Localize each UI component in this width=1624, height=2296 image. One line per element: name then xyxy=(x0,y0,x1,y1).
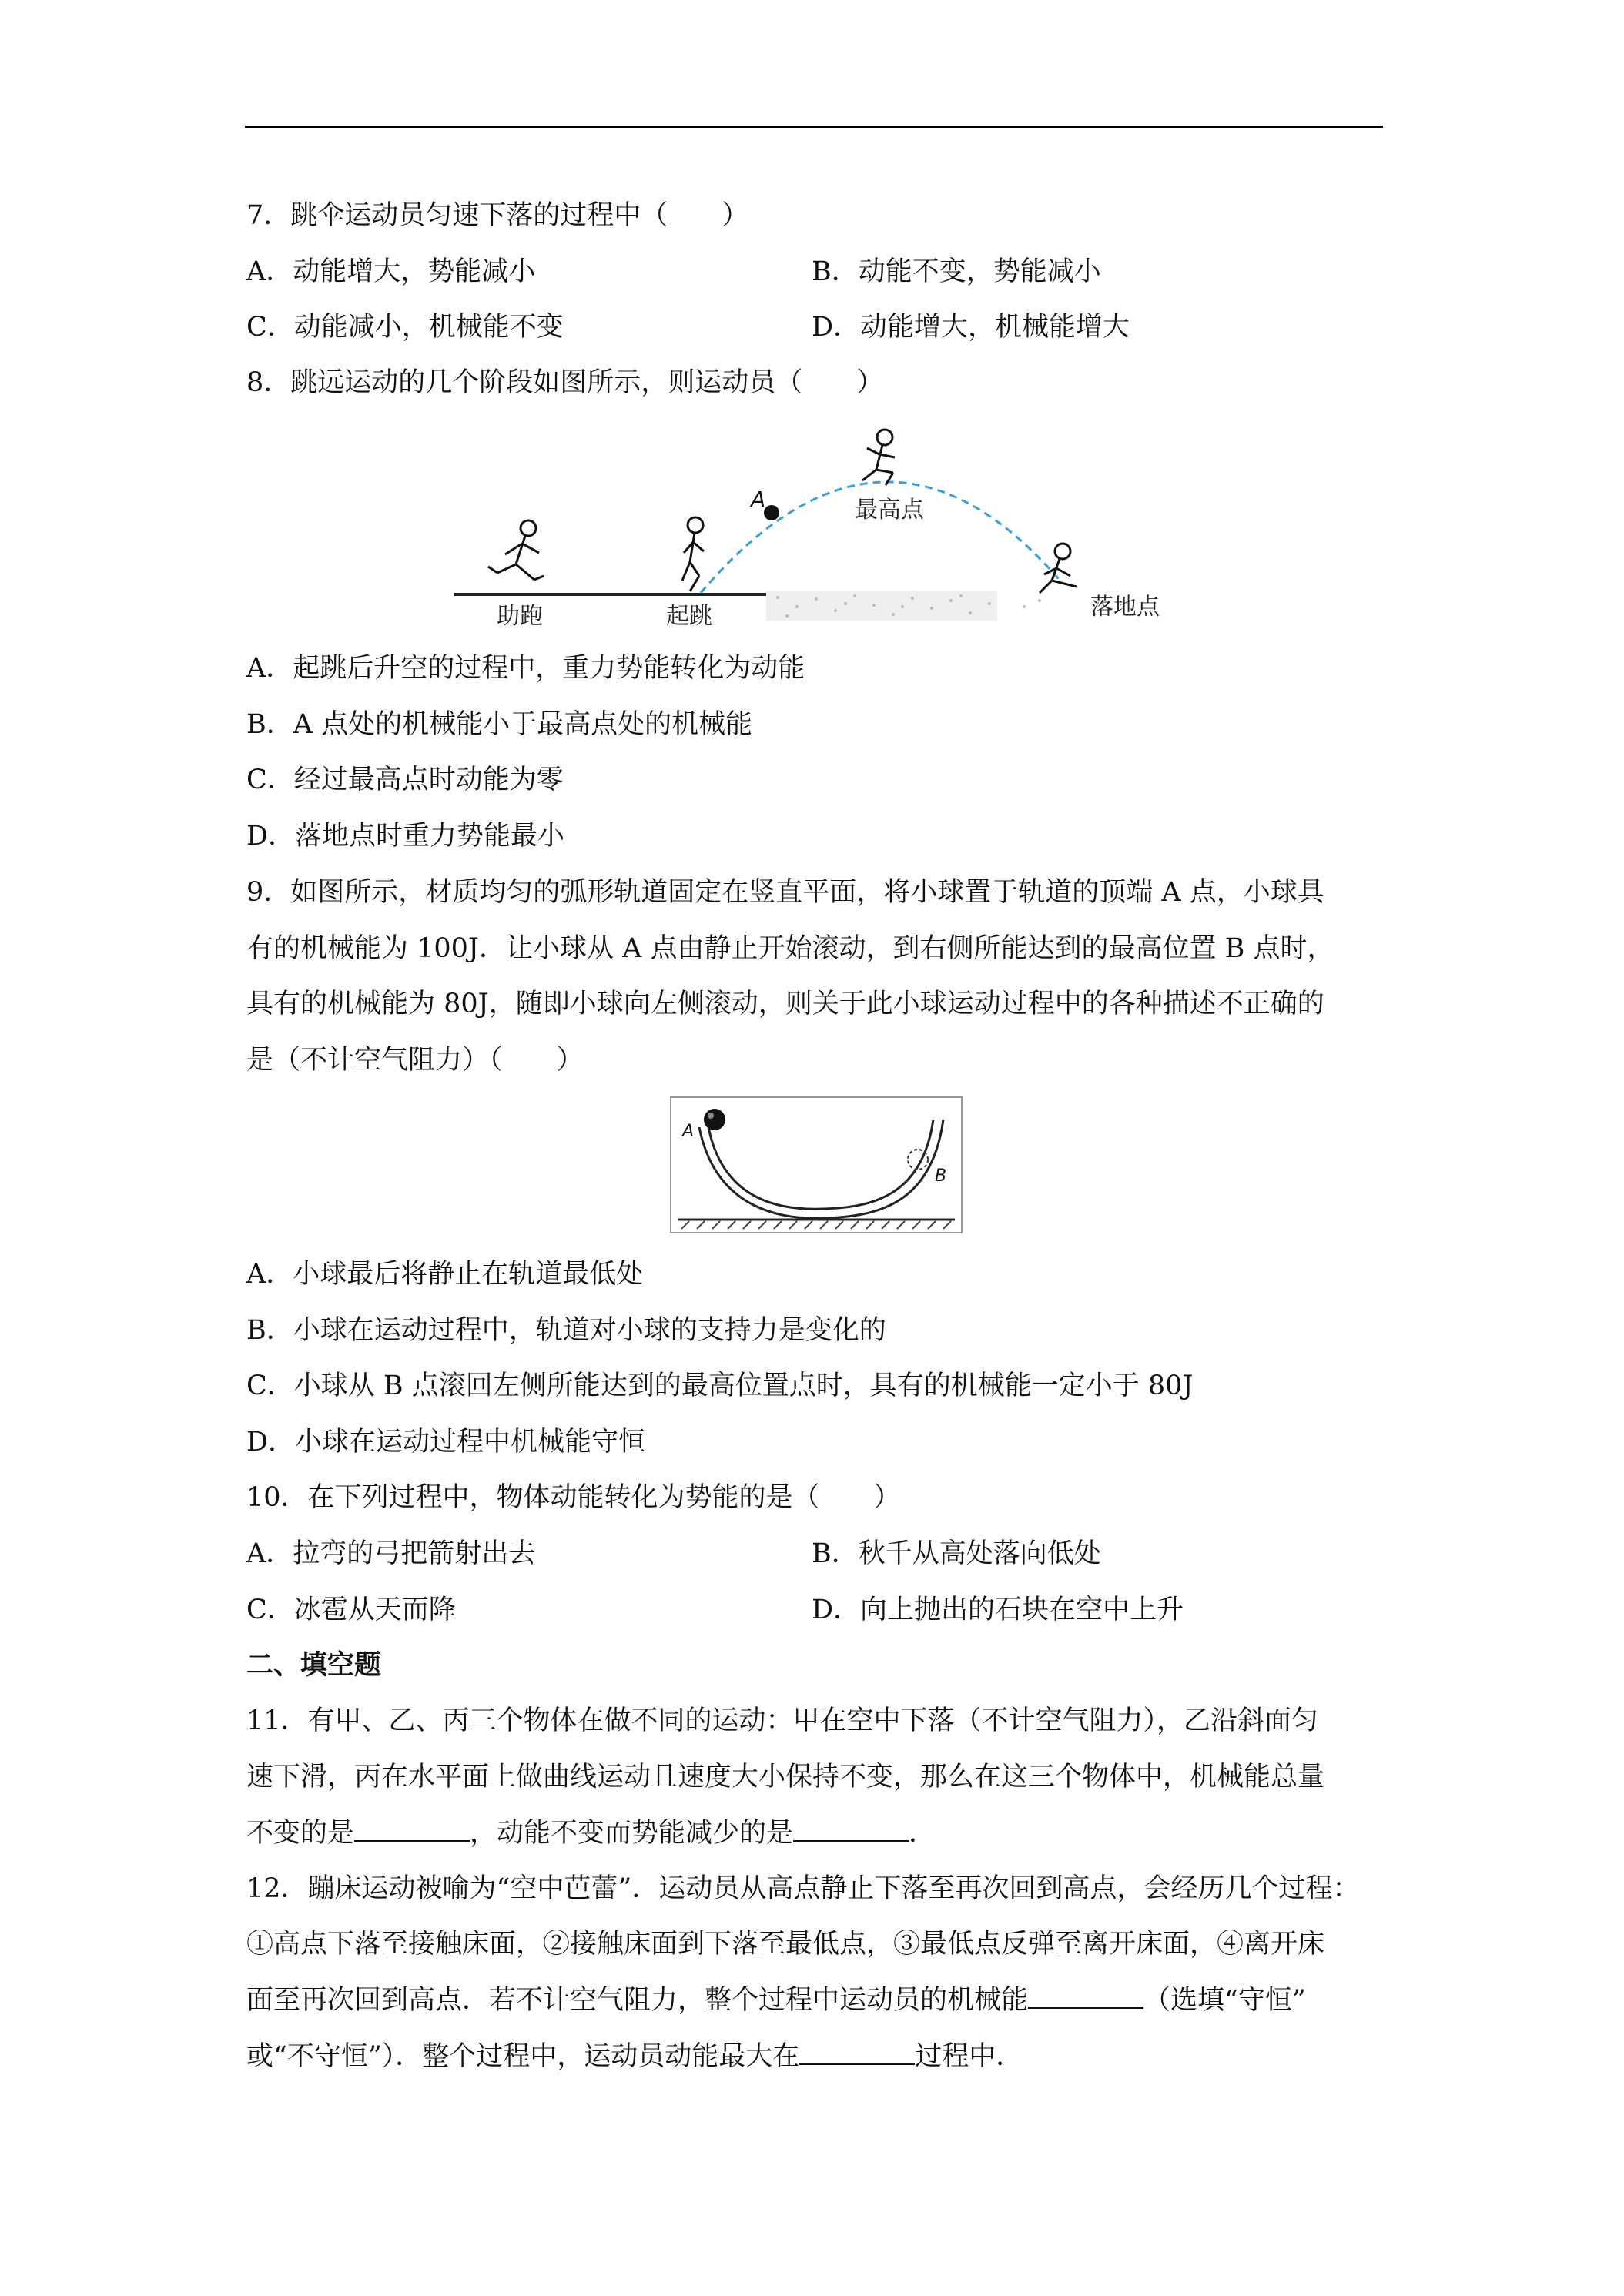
q9-option-a: A．小球最后将静止在轨道最低处 xyxy=(246,1259,644,1290)
q7-option-b: B．动能不变，势能减小 xyxy=(812,256,1101,287)
point-b-label: B xyxy=(935,1166,947,1186)
long-jump-figure xyxy=(454,422,1186,636)
q9-option-d: D．小球在运动过程中机械能守恒 xyxy=(246,1427,646,1458)
q11-text-a: 不变的是 xyxy=(246,1818,355,1849)
q11-line-2: 速下滑，丙在水平面上做曲线运动且速度大小保持不变，那么在这三个物体中，机械能总量 xyxy=(246,1762,1325,1792)
q9-line-1: 9．如图所示，材质均匀的弧形轨道固定在竖直平面，将小球置于轨道的顶端 A 点，小球具 xyxy=(246,877,1324,908)
run-label: 助跑 xyxy=(497,603,543,630)
q10-option-a: A．拉弯的弓把箭射出去 xyxy=(246,1538,536,1569)
point-a-dot xyxy=(764,505,779,520)
landing-label: 落地点 xyxy=(1090,594,1160,621)
q8-option-b: B．A 点处的机械能小于最高点处的机械能 xyxy=(246,709,753,740)
q11-blank-2[interactable] xyxy=(793,1817,909,1842)
point-a-label: A xyxy=(682,1122,695,1141)
q12-line-3 xyxy=(246,1983,1306,2018)
q12-text-d: 过程中． xyxy=(915,2041,1023,2072)
track-inner xyxy=(708,1120,933,1209)
takeoff-label: 起跳 xyxy=(666,603,712,630)
landing-figure xyxy=(1040,544,1077,593)
q12-line-2: ①高点下落至接触床面，②接触床面到下落至最低点，③最低点反弹至离开床面，④离开床 xyxy=(246,1929,1325,1960)
q10-option-b: B．秋千从高处落向低处 xyxy=(812,1538,1101,1569)
q9-option-b: B．小球在运动过程中，轨道对小球的支持力是变化的 xyxy=(246,1315,886,1346)
q9-line-3: 具有的机械能为 80J，随即小球向左侧滚动，则关于此小球运动过程中的各种描述不正确的 xyxy=(246,989,1324,1019)
q12-text-c: 或“不守恒”）．整个过程中，运动员动能最大在 xyxy=(246,2041,800,2072)
q10-option-c: C．冰雹从天而降 xyxy=(246,1595,456,1625)
point-a-label: A xyxy=(751,487,766,512)
q11-text-c: ． xyxy=(909,1818,936,1849)
q12-line-4 xyxy=(246,2039,1023,2074)
q7-option-a: A．动能增大，势能减小 xyxy=(246,256,536,287)
takeoff-figure xyxy=(682,517,704,591)
q11-text-b: ，动能不变而势能减少的是 xyxy=(470,1818,794,1849)
q11-blank-1[interactable] xyxy=(354,1817,470,1842)
q12-blank-1[interactable] xyxy=(1028,1984,1143,2009)
runner-figure xyxy=(488,520,544,580)
q12-blank-2[interactable] xyxy=(799,2040,915,2065)
arc-track-figure xyxy=(670,1096,963,1233)
q7-option-c: C．动能减小，机械能不变 xyxy=(246,312,564,343)
q9-line-4: 是（不计空气阻力）（ ） xyxy=(246,1045,584,1076)
q8-option-a: A．起跳后升空的过程中，重力势能转化为动能 xyxy=(246,653,805,684)
q12-line-1: 12．蹦床运动被喻为“空中芭蕾”．运动员从高点静止下落至再次回到高点，会经历几个过程： xyxy=(246,1873,1360,1904)
header-rule xyxy=(245,126,1383,128)
ball-at-a xyxy=(704,1109,725,1130)
sand-pit xyxy=(766,591,1041,621)
q8-option-c: C．经过最高点时动能为零 xyxy=(246,765,564,795)
q12-text-a: 面至再次回到高点．若不计空气阻力，整个过程中运动员的机械能 xyxy=(246,1985,1029,2016)
q7-option-d: D．动能增大，机械能增大 xyxy=(812,312,1130,343)
highest-point-figure xyxy=(862,430,895,485)
section-heading: 二、填空题 xyxy=(246,1649,382,1681)
q9-line-2: 有的机械能为 100J．让小球从 A 点由静止开始滚动，到右侧所能达到的最高位置 B 点时， xyxy=(246,933,1334,964)
q11-line-3 xyxy=(246,1816,936,1851)
q9-option-c: C．小球从 B 点滚回左侧所能达到的最高位置点时，具有的机械能一定小于 80J xyxy=(246,1371,1194,1401)
ground-hatching xyxy=(681,1221,951,1229)
q7-stem: 7．跳伞运动员匀速下落的过程中（ ） xyxy=(246,200,749,231)
track-outer xyxy=(699,1120,943,1218)
highest-point-label: 最高点 xyxy=(855,497,924,524)
q8-option-d: D．落地点时重力势能最小 xyxy=(246,821,565,852)
q11-line-1: 11．有甲、乙、丙三个物体在做不同的运动：甲在空中下落（不计空气阻力），乙沿斜面匀 xyxy=(246,1705,1319,1736)
q10-option-d: D．向上抛出的石块在空中上升 xyxy=(812,1595,1184,1625)
q8-stem: 8．跳远运动的几个阶段如图所示，则运动员（ ） xyxy=(246,367,884,398)
q12-text-b: （选填“守恒” xyxy=(1143,1985,1306,2016)
q10-stem: 10．在下列过程中，物体动能转化为势能的是（ ） xyxy=(246,1482,901,1513)
